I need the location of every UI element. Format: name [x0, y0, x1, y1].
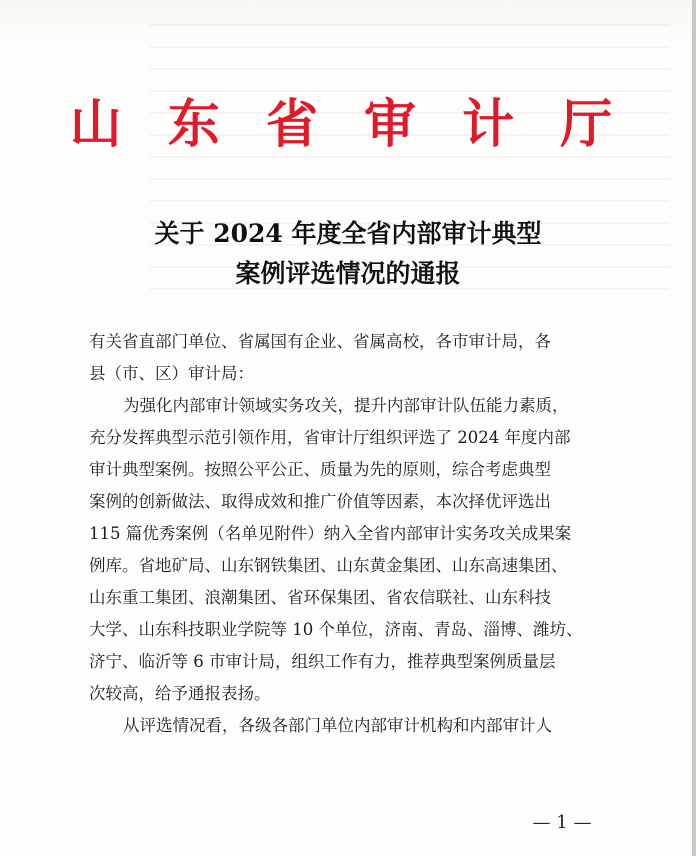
paragraph-1-line-6: 例库。省地矿局、山东钢铁集团、山东黄金集团、山东高速集团、 — [89, 556, 568, 575]
agency-header: 山 东 省 审 计 厅 — [69, 94, 627, 155]
paragraph-1-line-10: 次较高，给予通报表扬。 — [89, 684, 271, 703]
page-number: — 1 — — [532, 812, 592, 833]
title-line-1: 关于 2024 年度全省内部审计典型 — [154, 219, 542, 248]
paragraph-1-line-8: 大学、山东科技职业学院等 10 个单位，济南、青岛、淄博、潍坊、 — [89, 620, 583, 639]
paragraph-1-line-3: 审计典型案例。按照公平公正、质量为先的原则，综合考虑典型 — [89, 460, 551, 479]
paragraph-1-line-9: 济宁、临沂等 6 市审计局，组织工作有力，推荐典型案例质量层 — [89, 652, 556, 671]
paragraph-1-line-2: 充分发挥典型示范引领作用，省审计厅组织评选了 2024 年度内部 — [89, 428, 571, 447]
document-body — [89, 326, 609, 742]
salutation-line-2: 县（市、区）审计局： — [89, 364, 254, 383]
title-line-2: 案例评选情况的通报 — [235, 259, 461, 288]
salutation-line-1: 有关省直部门单位、省属国有企业、省属高校，各市审计局，各 — [89, 332, 551, 351]
document-title — [0, 214, 696, 294]
paragraph-2-line-1: 从评选情况看，各级各部门单位内部审计机构和内部审计人 — [123, 716, 552, 735]
paragraph-1-line-5: 115 篇优秀案例（名单见附件）纳入全省内部审计实务攻关成果案 — [89, 524, 572, 543]
paragraph-1-line-1: 为强化内部审计领域实务攻关，提升内部审计队伍能力素质， — [123, 396, 569, 415]
paragraph-1-line-4: 案例的创新做法、取得成效和推广价值等因素，本次择优评选出 — [89, 492, 551, 511]
paragraph-1-line-7: 山东重工集团、浪潮集团、省环保集团、省农信联社、山东科技 — [89, 588, 551, 607]
